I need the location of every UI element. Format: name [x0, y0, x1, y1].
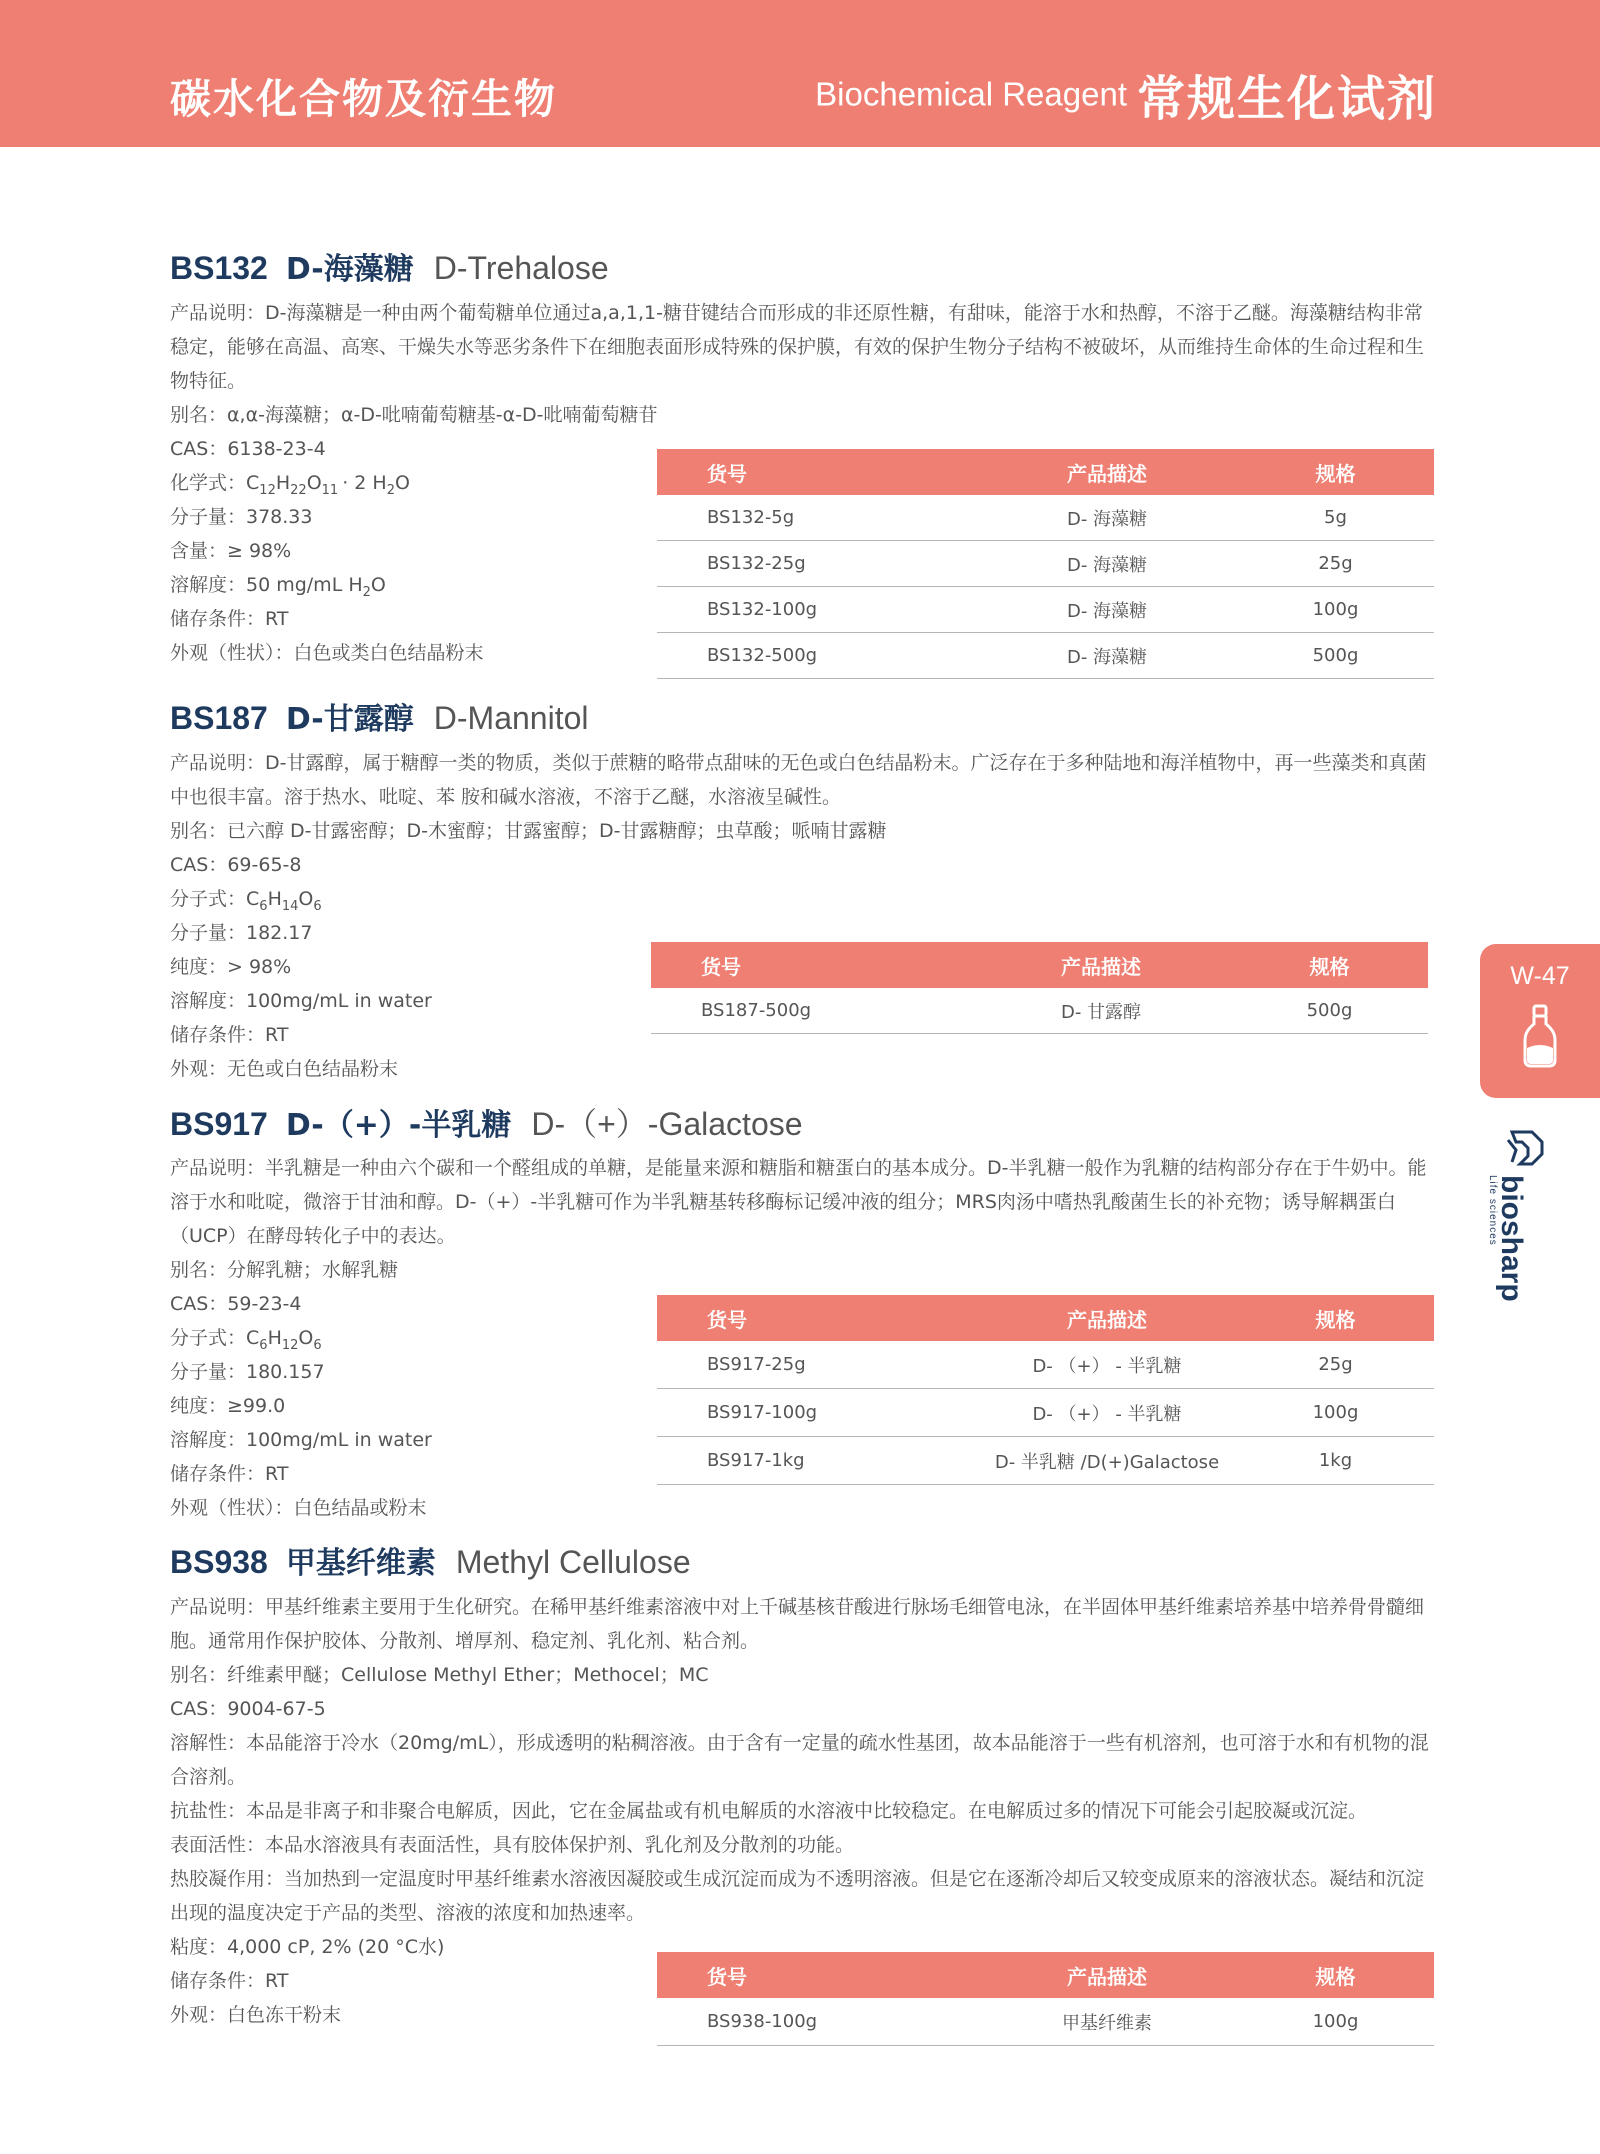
product-content: 含量：≥ 98%	[170, 540, 292, 562]
product-code: BS132	[170, 250, 268, 286]
table-bs917	[657, 1295, 1434, 1485]
product-alias: 别名：已六醇 D-甘露密醇；D-木蜜醇；甘露蜜醇；D-甘露糖醇；虫草酸；哌喃甘露糖	[170, 820, 887, 842]
page-tab	[1480, 944, 1600, 1098]
product-formula: 分子式：$C_6H_{14}O_6$	[170, 888, 322, 914]
brand-text	[1487, 1175, 1528, 1302]
page-number: W-47	[1510, 962, 1570, 990]
product-thermal-gelation: 热胶凝作用：当加热到一定温度时甲基纤维素水溶液因凝胶或生成沉淀而成为不透明溶液。但是它在逐渐冷却后又较变成原来的溶液状态。凝结和沉淀出现的温度决定于产品的类型、溶液的浓度和加热速率。	[170, 1868, 1425, 1924]
product-description: 产品说明：甲基纤维素主要用于生化研究。在稀甲基纤维素溶液中对上千碱基核苷酸进行脉场毛细管电泳，在半固体甲基纤维素培养基中培养骨骨髓细胞。通常用作保护胶体、分散剂、增厚剂、稳定剂、乳化剂、粘合剂。	[170, 1596, 1425, 1652]
product-title	[170, 694, 1440, 740]
table-row: BS938-100g 甲基纤维素 100g	[657, 1998, 1434, 2046]
product-mw: 分子量：182.17	[170, 922, 313, 944]
product-appearance: 外观（性状）：白色结晶或粉末	[170, 1497, 427, 1519]
section-title	[815, 60, 1437, 129]
product-name-en: D-Mannitol	[433, 700, 589, 736]
product-code: BS187	[170, 700, 268, 736]
product-name-cn: D-（+）-半乳糖	[285, 1108, 512, 1143]
product-cas: CAS：9004-67-5	[170, 1698, 326, 1720]
product-purity: 纯度：> 98%	[170, 956, 292, 978]
product-storage: 储存条件：RT	[170, 1970, 289, 1992]
product-title	[170, 1538, 1440, 1584]
product-name-cn: 甲基纤维素	[285, 1546, 436, 1581]
table-row: BS132-5g D- 海藻糖 5g	[657, 495, 1434, 541]
product-cas: CAS：69-65-8	[170, 854, 302, 876]
bottle-icon	[1522, 1004, 1558, 1068]
product-title	[170, 244, 1440, 290]
product-name-cn: D-甘露醇	[285, 702, 414, 737]
product-code: BS938	[170, 1544, 268, 1580]
table-row: BS132-100g D- 海藻糖 100g	[657, 587, 1434, 633]
product-mw: 分子量：180.157	[170, 1361, 325, 1383]
product-description: 产品说明：D-海藻糖是一种由两个葡萄糖单位通过a,a,1,1-糖苷键结合而形成的非还原性糖，有甜味，能溶于水和热醇，不溶于乙醚。海藻糖结构非常稳定，能够在高温、高寒、干燥失水等恶劣条件下在细胞表面形成特殊的保护膜，有效的保护生物分子结构不被破坏，从而维持生命体的生命过程和生物特征。	[170, 302, 1425, 392]
table-bs132	[657, 449, 1434, 679]
brand-name: biosharp	[1495, 1175, 1528, 1302]
product-description: 产品说明：半乳糖是一种由六个碳和一个醛组成的单糖，是能量来源和糖脂和糖蛋白的基本成分。D-半乳糖一般作为乳糖的结构部分存在于牛奶中。能溶于水和吡啶，微溶于甘油和醇。D-（+）-半乳糖可作为半乳糖基转移酶标记缓冲液的组分；MRS肉汤中嗜热乳酸菌生长的补充物；诱导解耦蛋白（UCP）在酵母转化子中的表达。	[170, 1157, 1427, 1247]
section-title-en: Biochemical Reagent	[815, 75, 1127, 113]
product-appearance: 外观：无色或白色结晶粉末	[170, 1058, 399, 1080]
product-surface-activity: 表面活性：本品水溶液具有表面活性，具有胶体保护剂、乳化剂及分散剂的功能。	[170, 1834, 855, 1856]
table-bs187	[651, 942, 1428, 1034]
product-name-cn: D-海藻糖	[285, 252, 414, 287]
product-appearance: 外观：白色冻干粉末	[170, 2004, 342, 2026]
product-formula: 分子式：$C_6H_{12}O_6$	[170, 1327, 322, 1353]
section-title-cn: 常规生化试剂	[1136, 71, 1437, 127]
product-storage: 储存条件：RT	[170, 608, 289, 630]
table-row: BS132-25g D- 海藻糖 25g	[657, 541, 1434, 587]
product-purity: 纯度：≥99.0	[170, 1395, 286, 1417]
product-salt-resistance: 抗盐性：本品是非离子和非聚合电解质，因此，它在金属盐或有机电解质的水溶液中比较稳定。在电解质过多的情况下可能会引起胶凝或沉淀。	[170, 1800, 1368, 1822]
table-header: 货号 产品描述 规格	[657, 449, 1434, 495]
table-row: BS917-100g D- （+） - 半乳糖 100g	[657, 1389, 1434, 1437]
product-solubility: 溶解度：100mg/mL in water	[170, 990, 432, 1012]
table-header: 货号 产品描述 规格	[657, 1952, 1434, 1998]
product-storage: 储存条件：RT	[170, 1463, 289, 1485]
product-appearance: 外观（性状）：白色或类白色结晶粉末	[170, 642, 484, 664]
product-cas: CAS：6138-23-4	[170, 438, 326, 460]
table-row: BS917-25g D- （+） - 半乳糖 25g	[657, 1341, 1434, 1389]
table-header: 货号 产品描述 规格	[651, 942, 1428, 988]
product-code: BS917	[170, 1106, 268, 1142]
product-name-en: Methyl Cellulose	[455, 1544, 691, 1580]
product-mw: 分子量：378.33	[170, 506, 313, 528]
product-name-en: D-Trehalose	[433, 250, 609, 286]
product-cas: CAS：59-23-4	[170, 1293, 302, 1315]
table-row: BS917-1kg D- 半乳糖 /D(+)Galactose 1kg	[657, 1437, 1434, 1485]
product-storage: 储存条件：RT	[170, 1024, 289, 1046]
header-band	[0, 0, 1600, 147]
product-alias: 别名：纤维素甲醚；Cellulose Methyl Ether；Methocel；MC	[170, 1664, 709, 1686]
product-viscosity: 粘度：4,000 cP, 2% (20 °C水)	[170, 1936, 445, 1958]
category-title: 碳水化合物及衍生物	[170, 75, 557, 123]
table-header: 货号 产品描述 规格	[657, 1295, 1434, 1341]
product-description: 产品说明：D-甘露醇，属于糖醇一类的物质，类似于蔗糖的略带点甜味的无色或白色结晶粉末。广泛存在于多种陆地和海洋植物中，再一些藻类和真菌中也很丰富。溶于热水、吡啶、苯 胺和碱水溶液，不溶于乙醚，水溶液呈碱性。	[170, 752, 1427, 808]
product-formula: 化学式：$C_{12}H_{22}O_{11} \cdot 2$ $H_2O$	[170, 472, 410, 498]
product-title	[170, 1099, 1440, 1145]
product-name-en: D-（+）-Galactose	[531, 1106, 803, 1142]
table-row: BS187-500g D- 甘露醇 500g	[651, 988, 1428, 1034]
table-bs938	[657, 1952, 1434, 2046]
table-row: BS132-500g D- 海藻糖 500g	[657, 633, 1434, 679]
product-solubility: 溶解度：100mg/mL in water	[170, 1429, 432, 1451]
product-alias: 别名：分解乳糖；水解乳糖	[170, 1259, 399, 1281]
brand-tagline: Life sciences	[1487, 1175, 1498, 1246]
product-solubility: 溶解性：本品能溶于冷水（20mg/mL），形成透明的粘稠溶液。由于含有一定量的疏水性基团，故本品能溶于一些有机溶剂，也可溶于水和有机物的混合溶剂。	[170, 1732, 1429, 1788]
product-alias: 别名：α,α-海藻糖；α-D-吡喃葡萄糖基-α-D-吡喃葡萄糖苷	[170, 404, 658, 426]
product-solubility: 溶解度：50 mg/mL $H_2O$	[170, 574, 386, 600]
